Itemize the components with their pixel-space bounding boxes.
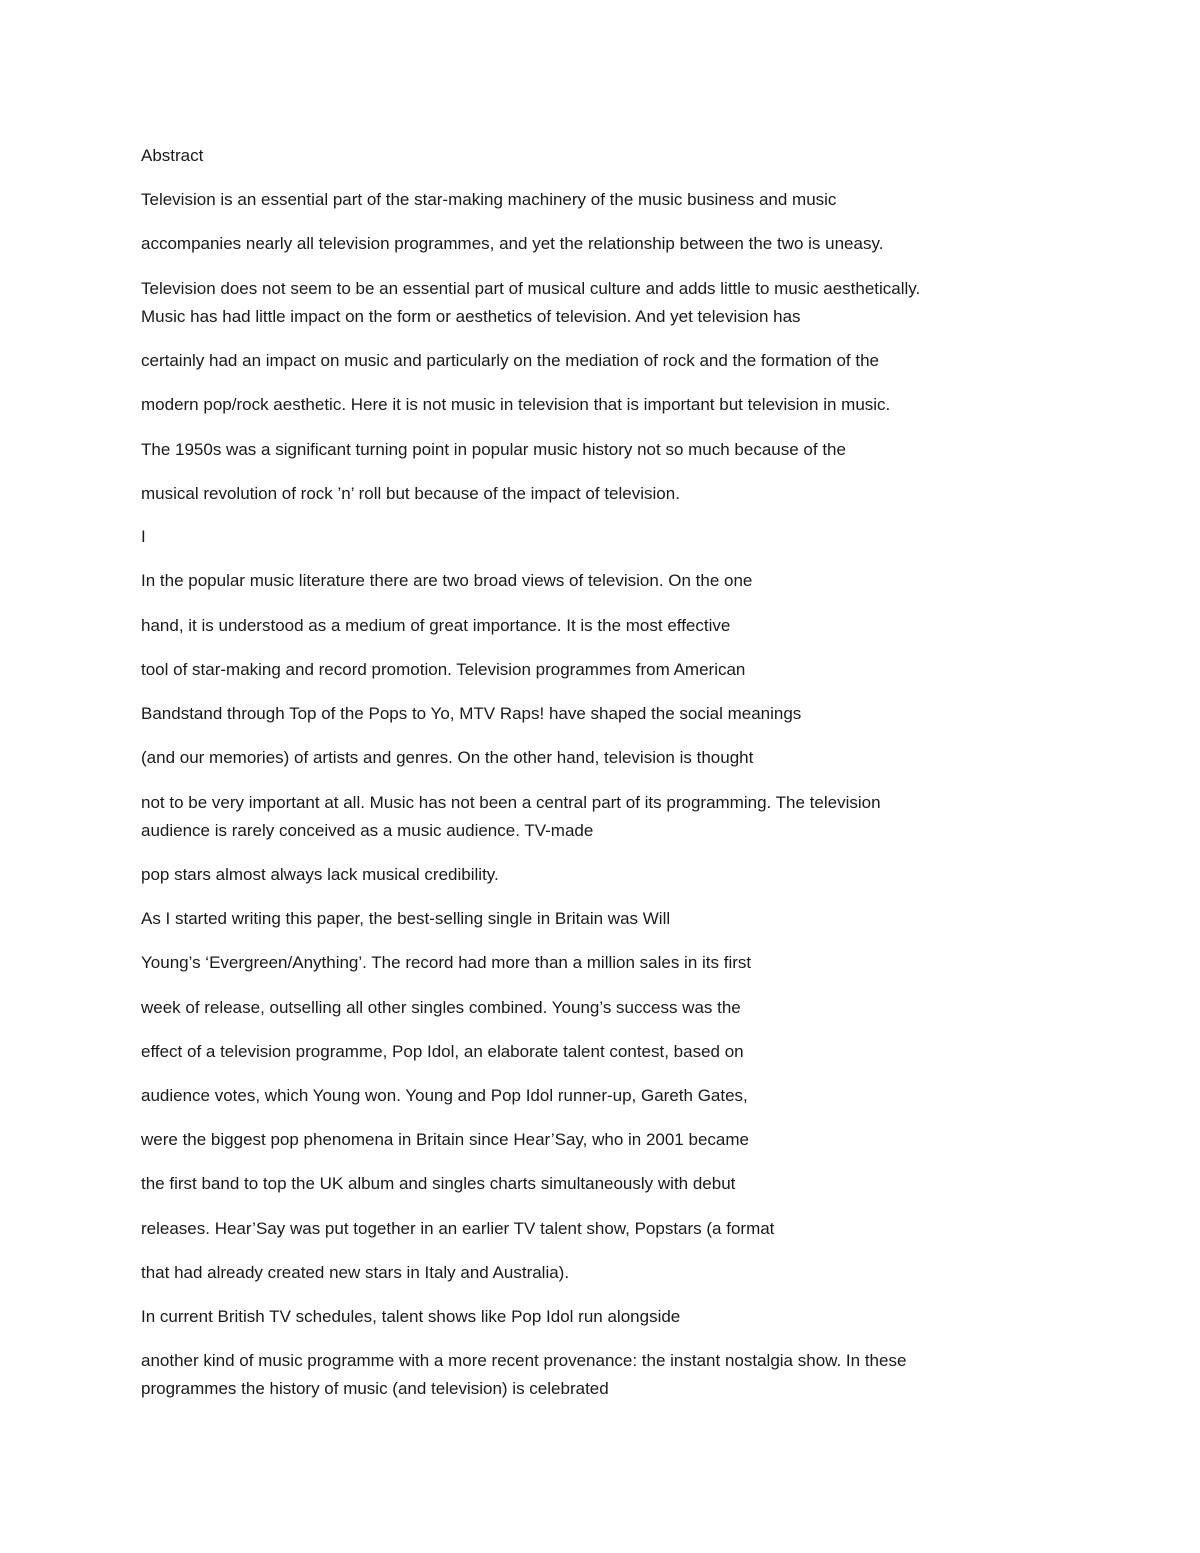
text-line: musical revolution of rock ’n’ roll but because of the impact of television. xyxy=(141,484,680,503)
text-line: Young’s ‘Evergreen/Anything’. The record had more than a million sales in its first xyxy=(141,953,752,972)
text-line: audience is rarely conceived as a music audience. TV-made xyxy=(141,821,594,840)
text-line: Television is an essential part of the star-making machinery of the music business and music xyxy=(141,190,837,209)
text-line: not to be very important at all. Music has not been a central part of its programming. The television xyxy=(141,793,881,812)
text-line: The 1950s was a significant turning point in popular music history not so much because of the xyxy=(141,440,846,459)
text-line: the first band to top the UK album and singles charts simultaneously with debut xyxy=(141,1174,736,1193)
text-line: were the biggest pop phenomena in Britain since Hear’Say, who in 2001 became xyxy=(141,1130,749,1149)
text-line: pop stars almost always lack musical credibility. xyxy=(141,865,499,884)
text-line: audience votes, which Young won. Young and Pop Idol runner-up, Gareth Gates, xyxy=(141,1086,748,1105)
text-line: (and our memories) of artists and genres. On the other hand, television is thought xyxy=(141,748,754,767)
text-line: that had already created new stars in Italy and Australia). xyxy=(141,1263,570,1282)
text-line: releases. Hear’Say was put together in an earlier TV talent show, Popstars (a format xyxy=(141,1219,775,1238)
text-line: certainly had an impact on music and particularly on the mediation of rock and the formation of the xyxy=(141,351,880,370)
text-line: In current British TV schedules, talent shows like Pop Idol run alongside xyxy=(141,1307,681,1326)
text-line: tool of star-making and record promotion. Television programmes from American xyxy=(141,660,746,679)
text-line: As I started writing this paper, the best-selling single in Britain was Will xyxy=(141,909,671,928)
text-line: week of release, outselling all other singles combined. Young’s success was the xyxy=(141,998,741,1017)
text-line: Bandstand through Top of the Pops to Yo, MTV Raps! have shaped the social meanings xyxy=(141,704,802,723)
text-line: Television does not seem to be an essential part of musical culture and adds little to music aesthetically. xyxy=(141,279,921,298)
text-line: In the popular music literature there are two broad views of television. On the one xyxy=(141,571,753,590)
text-line: modern pop/rock aesthetic. Here it is not music in television that is important but television in music. xyxy=(141,395,891,414)
text-line: programmes the history of music (and television) is celebrated xyxy=(141,1379,609,1398)
text-line: hand, it is understood as a medium of great importance. It is the most effective xyxy=(141,616,731,635)
text-line: effect of a television programme, Pop Idol, an elaborate talent contest, based on xyxy=(141,1042,744,1061)
text-line: accompanies nearly all television programmes, and yet the relationship between the two is uneasy. xyxy=(141,234,884,253)
text-line: Music has had little impact on the form or aesthetics of television. And yet television has xyxy=(141,307,801,326)
text-line: another kind of music programme with a more recent provenance: the instant nostalgia show. In these xyxy=(141,1351,907,1370)
heading-abstract: Abstract xyxy=(141,146,204,165)
section-marker: I xyxy=(141,527,146,546)
